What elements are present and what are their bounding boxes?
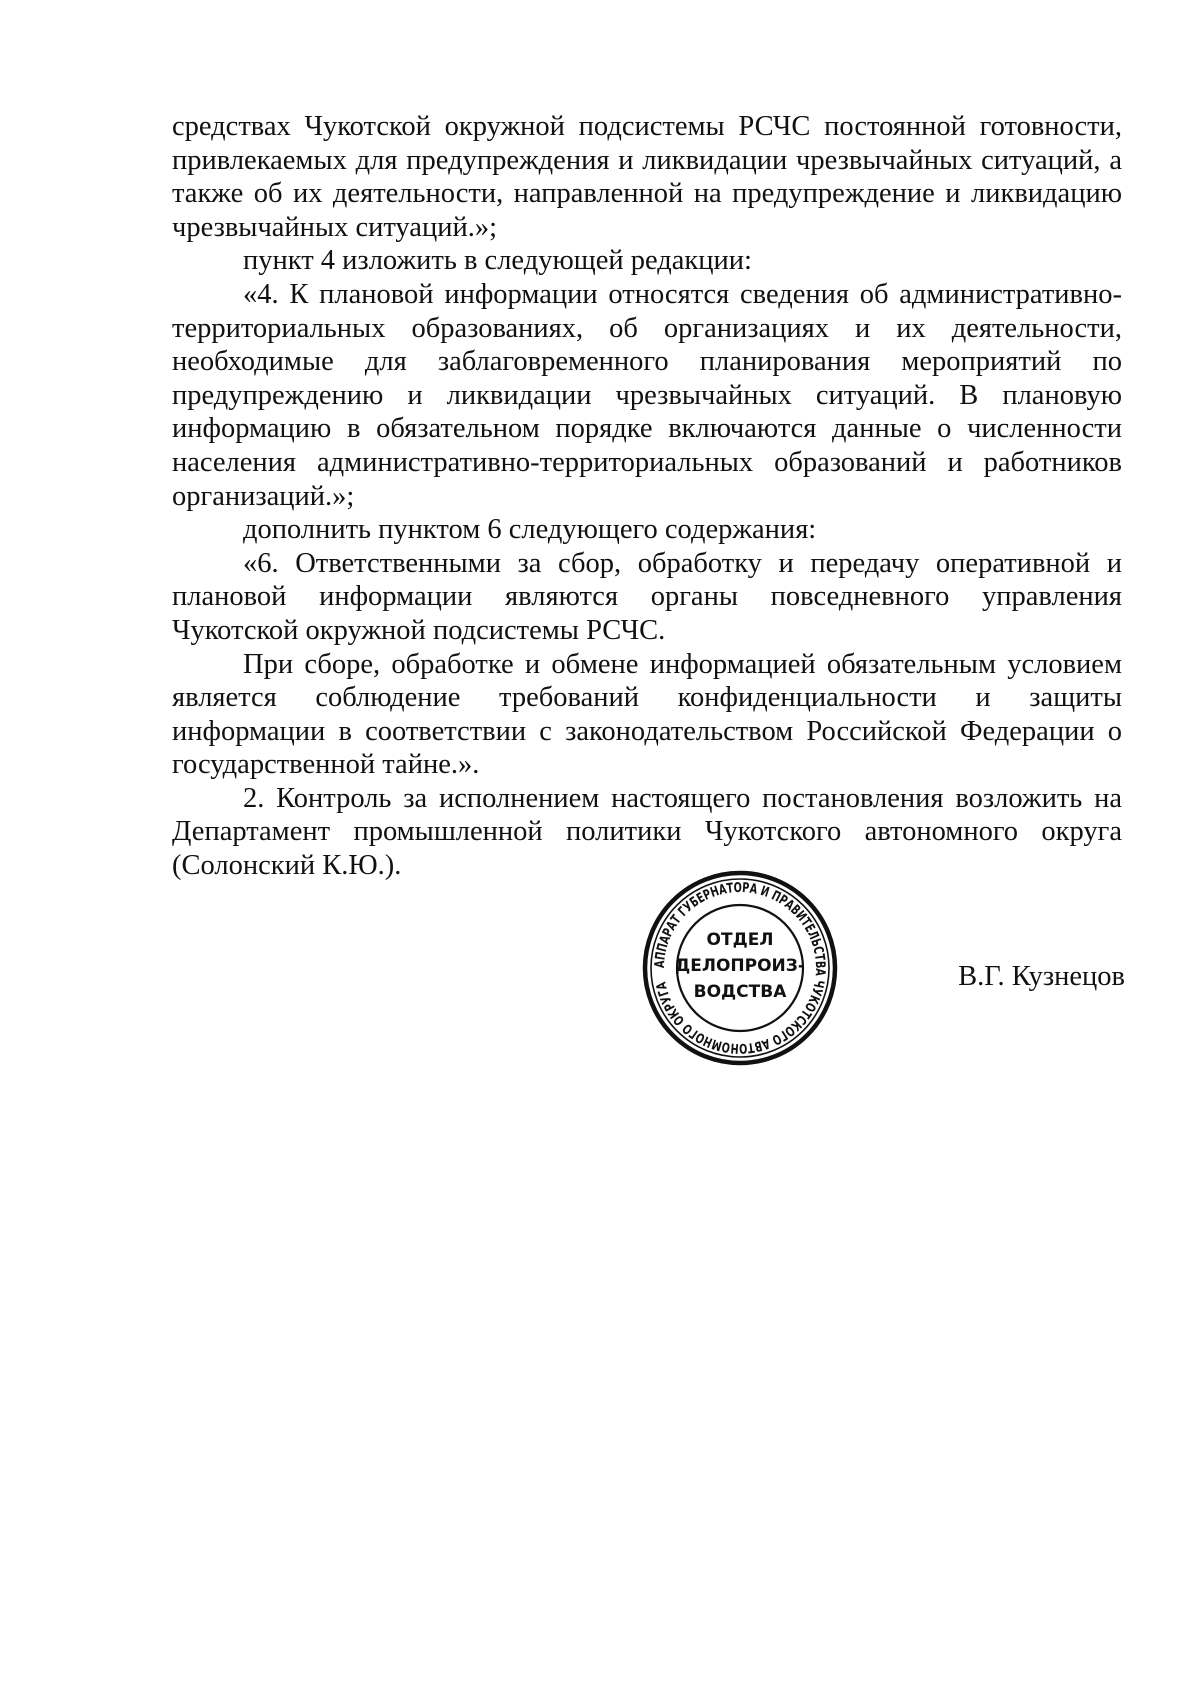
- paragraph-item6-text: «6. Ответственными за сбор, обработку и передачу оперативной и плановой информации являются органы повседневного управления Чукотской окружной подсистемы РСЧС.: [172, 547, 1122, 646]
- paragraph-continuation: средствах Чукотской окружной подсистемы РСЧС постоянной готовности, привлекаемых для предупреждения и ликвидации чрезвычайных ситуаций, а также об их деятельности, направленной на предупреждение и ликвидацию чрезвычайных ситуаций.»;: [172, 111, 1122, 243]
- paragraph-item6-intro: дополнить пунктом 6 следующего содержания:: [243, 514, 817, 546]
- paragraph-item4-text: «4. К плановой информации относятся сведения об административно-территориальных образованиях, об организациях и их деятельности, необходимые для заблаговременного планирования мероприятий по предупреждению и ликвидации чрезвычайных ситуаций. В плановую информацию в обязательном порядке включаются данные о численности населения административно-территориальных образований и работников организаций.»;: [172, 278, 1122, 512]
- signatory-name: В.Г. Кузнецов: [958, 961, 1125, 992]
- stamp-center-line-3: ВОДСТВА: [693, 982, 787, 1002]
- stamp-ring-text: АППАРАТ ГУБЕРНАТОРА И ПРАВИТЕЛЬСТВА ЧУКОТСКОГО АВТОНОМНОГО ОКРУГА: [651, 879, 829, 1057]
- paragraph-item4-intro: пункт 4 изложить в следующей редакции:: [243, 245, 752, 277]
- stamp-center-line-2: ДЕЛОПРОИЗ-: [675, 956, 805, 976]
- document-body: [172, 110, 1122, 883]
- stamp-center-line-1: ОТДЕЛ: [706, 930, 774, 950]
- paragraph-confidentiality: При сборе, обработке и обмене информацией обязательным условием является соблюдение требований конфиденциальности и защиты информации в соответствии с законодательством Российской Федерации о государственной тайне.».: [172, 648, 1122, 781]
- office-stamp: [640, 868, 840, 1068]
- paragraph-control: 2. Контроль за исполнением настоящего постановления возложить на Департамент промышленной политики Чукотского автономного округа (Солонский К.Ю.).: [172, 782, 1122, 882]
